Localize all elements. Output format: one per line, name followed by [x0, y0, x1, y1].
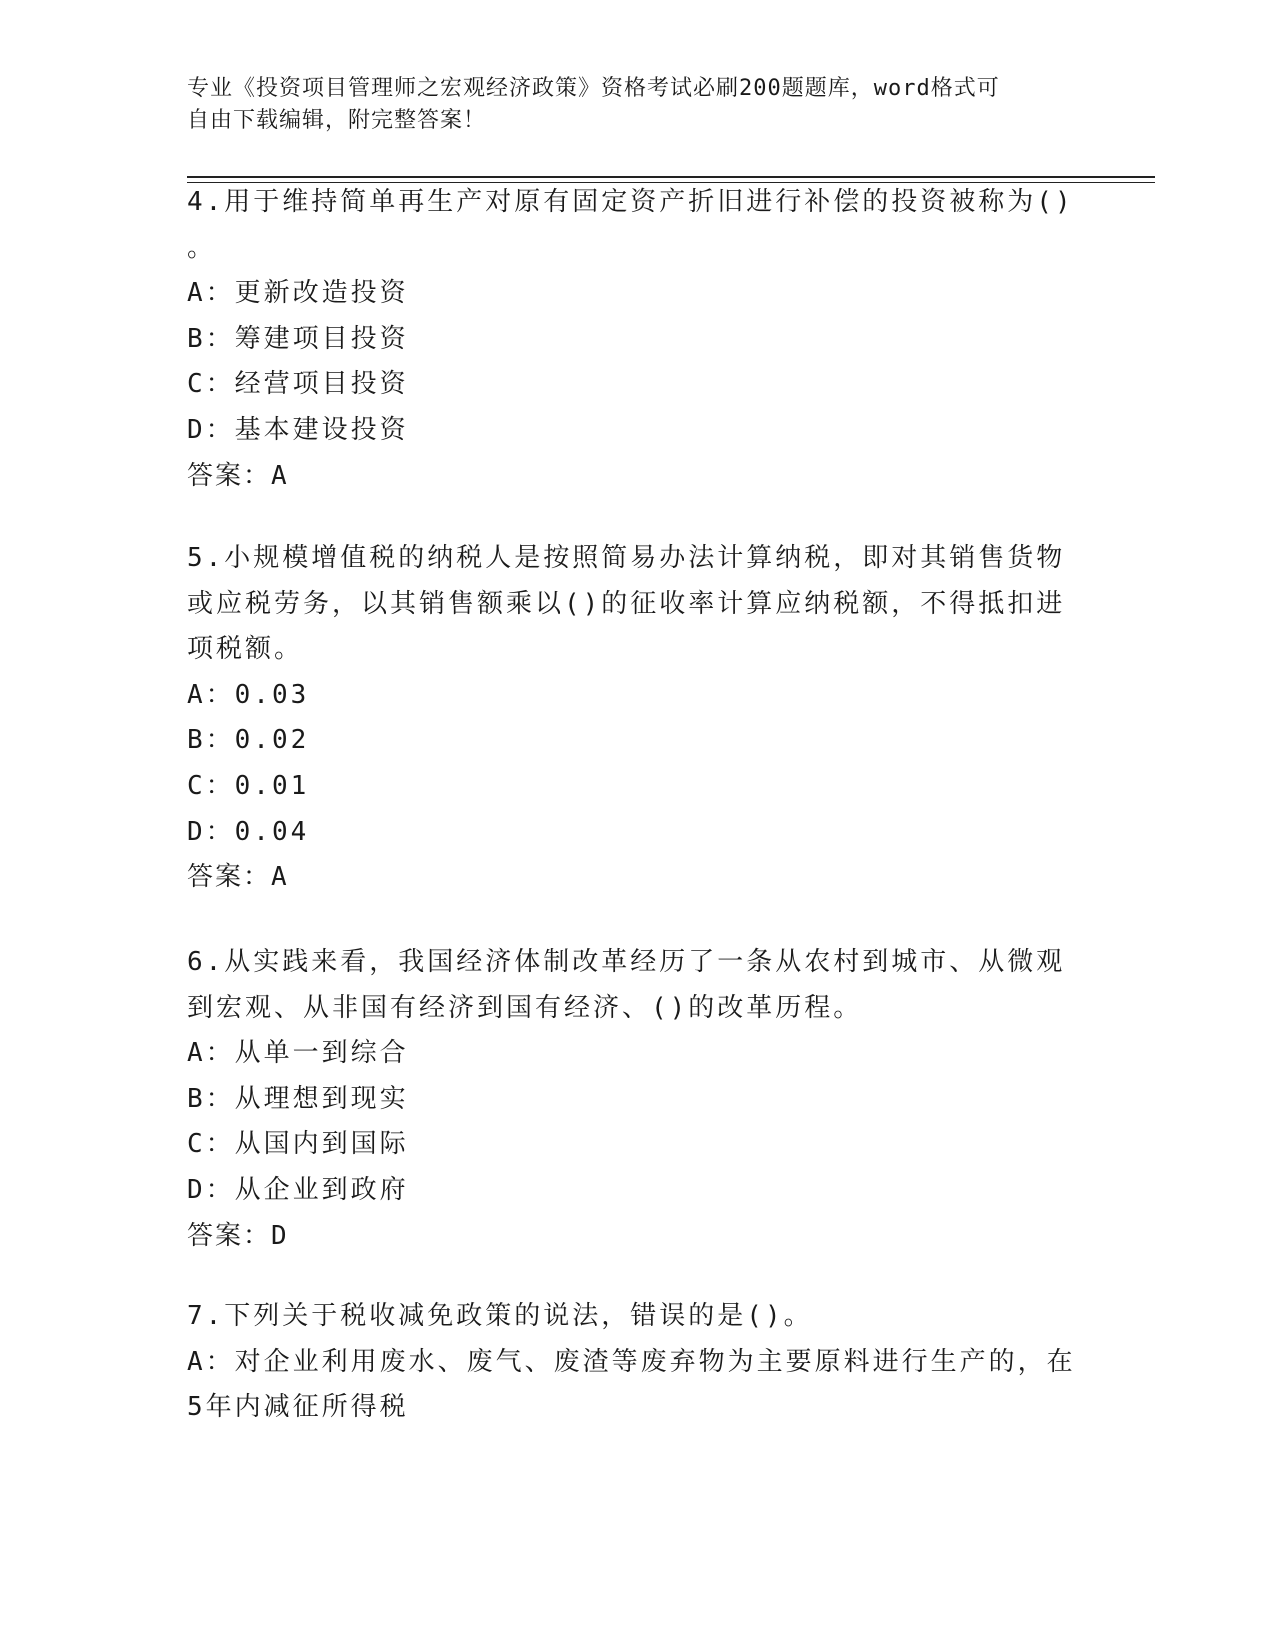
question-stem-line: 到宏观、从非国有经济到国有经济、()的改革历程。 [187, 992, 863, 1023]
option-a: A：从单一到综合 [187, 1038, 409, 1069]
answer [187, 1214, 1087, 1260]
question-stem-line: 或应税劳务，以其销售额乘以()的征收率计算应纳税额，不得抵扣进 [187, 588, 1066, 619]
option-a-continued: 5年内减征所得税 [187, 1392, 409, 1423]
question-5 [187, 536, 1087, 901]
question-stem-line: 5.小规模增值税的纳税人是按照简易办法计算纳税，即对其销售货物 [187, 543, 1066, 573]
question-7 [187, 1294, 1087, 1431]
answer-value: A [271, 862, 289, 893]
header-line-1: 专业《投资项目管理师之宏观经济政策》资格考试必刷200题题库，word格式可 [187, 76, 1000, 101]
option-a: A：0.03 [187, 679, 310, 710]
option-d: D：0.04 [187, 816, 310, 847]
option-a: A：对企业利用废水、废气、废渣等废弃物为主要原料进行生产的，在 [187, 1346, 1076, 1377]
question-stem-line: 6.从实践来看，我国经济体制改革经历了一条从农村到城市、从微观 [187, 947, 1066, 977]
question-6 [187, 940, 1087, 1259]
answer-label: 答案： [187, 460, 272, 491]
question-stem-line: 4.用于维持简单再生产对原有固定资产折旧进行补偿的投资被称为() [187, 187, 1074, 217]
question-stem-line: 7.下列关于税收减免政策的说法，错误的是()。 [187, 1301, 813, 1331]
answer-value: D [271, 1220, 289, 1251]
option-a: A：更新改造投资 [187, 278, 409, 309]
answer-value: A [271, 460, 289, 491]
answer-label: 答案： [187, 862, 272, 893]
option-c: C：从国内到国际 [187, 1129, 409, 1160]
header-divider-thick [187, 176, 1155, 178]
option-b: B：0.02 [187, 725, 310, 756]
header-line-2: 自由下载编辑，附完整答案！ [187, 108, 487, 133]
document-header [187, 73, 1067, 137]
option-c: C：经营项目投资 [187, 369, 409, 400]
option-b: B：从理想到现实 [187, 1083, 409, 1114]
question-stem-line: 。 [187, 232, 217, 263]
option-b: B：筹建项目投资 [187, 323, 409, 354]
option-d: D：基本建设投资 [187, 414, 409, 445]
option-d: D：从企业到政府 [187, 1174, 409, 1205]
question-4 [187, 180, 1087, 499]
answer-label: 答案： [187, 1220, 272, 1251]
answer [187, 454, 1087, 500]
answer [187, 855, 1087, 901]
question-stem-line: 项税额。 [187, 634, 304, 665]
option-c: C：0.01 [187, 770, 310, 801]
